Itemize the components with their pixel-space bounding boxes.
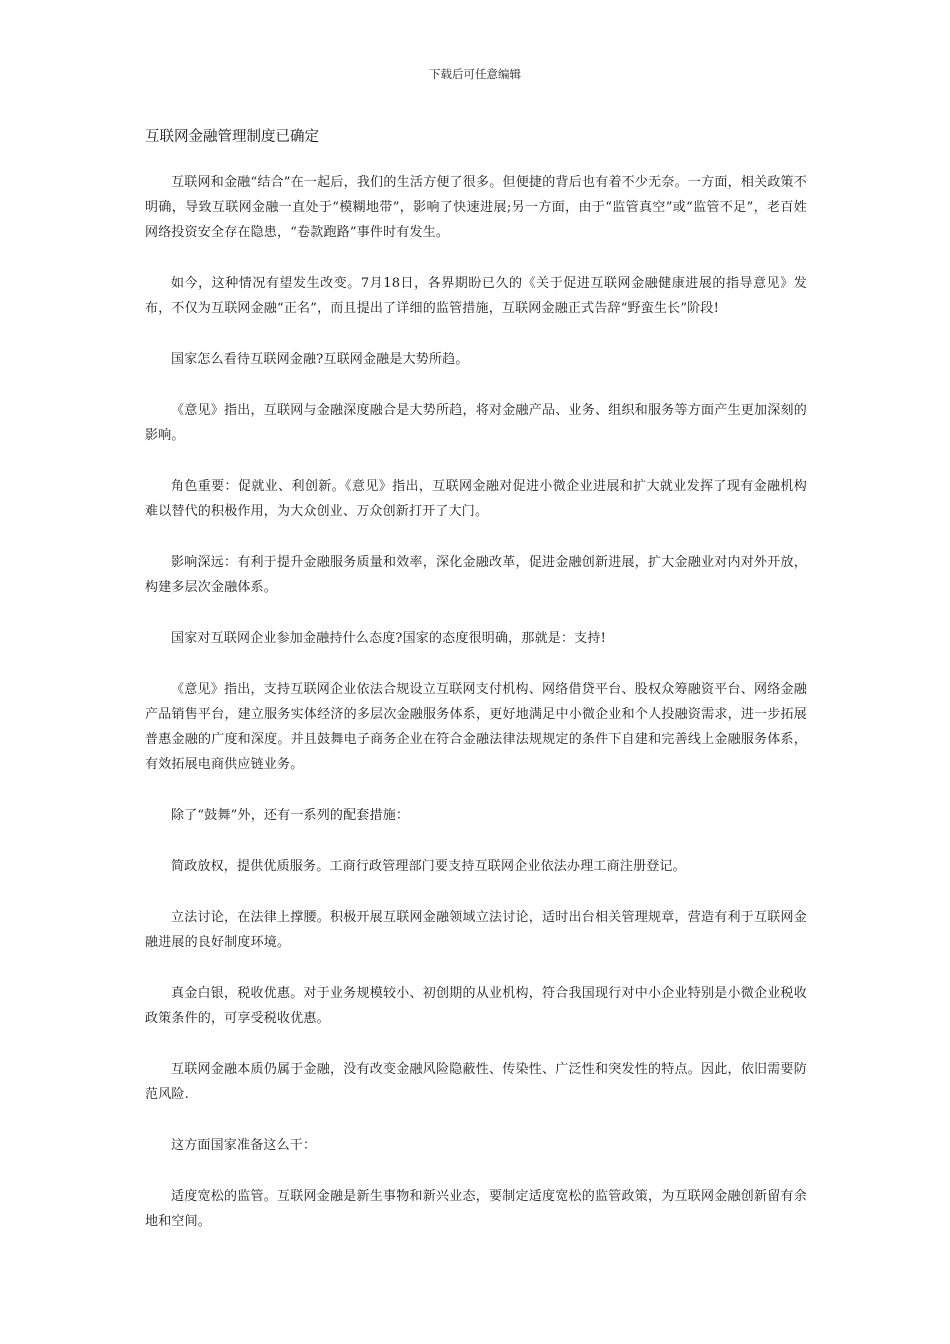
paragraph-6: 影响深远：有利于提升金融服务质量和效率，深化金融改革，促进金融创新进展，扩大金融业对内对外开放，构建多层次金融体系。: [145, 555, 807, 595]
paragraph-11: 立法讨论，在法律上撑腰。积极开展互联网金融领域立法讨论，适时出台相关管理规章，营造有利于互联网金融进展的良好制度环境。: [145, 910, 807, 950]
paragraph-14: 这方面国家准备这么干：: [171, 1138, 317, 1153]
paragraph-2: 如今，这种情况有望发生改变。7月18日，各界期盼已久的《关于促进互联网金融健康进展的指导意见》发布，不仅为互联网金融“正名”，而且提出了详细的监管措施，互联网金融正式告辞“野蛮生长”阶段!: [145, 276, 807, 316]
paragraph-9: 除了“鼓舞”外，还有一系列的配套措施：: [171, 808, 410, 823]
paragraph-4: 《意见》指出，互联网与金融深度融合是大势所趋，将对金融产品、业务、组织和服务等方面产生更加深刻的影响。: [145, 403, 807, 443]
paragraph-3: 国家怎么看待互联网金融?互联网金融是大势所趋。: [171, 352, 469, 367]
paragraph-5: 角色重要：促就业、利创新。《意见》指出，互联网金融对促进小微企业进展和扩大就业发挥了现有金融机构难以替代的积极作用，为大众创业、万众创新打开了大门。: [145, 479, 807, 519]
paragraph-12: 真金白银，税收优惠。对于业务规模较小、初创期的从业机构，符合我国现行对中小企业特别是小微企业税收政策条件的，可享受税收优惠。: [145, 986, 807, 1026]
paragraph-15: 适度宽松的监管。互联网金融是新生事物和新兴业态，要制定适度宽松的监管政策，为互联网金融创新留有余地和空间。: [145, 1189, 807, 1229]
document-body: [145, 170, 807, 1260]
paragraph-1: 互联网和金融“结合”在一起后，我们的生活方便了很多。但便捷的背后也有着不少无奈。一方面，相关政策不明确，导致互联网金融一直处于“模糊地带”，影响了快速进展;另一方面，由于“监管真空”或“监管不足”，老百姓网络投资安全存在隐患，“卷款跑路”事件时有发生。: [145, 175, 807, 240]
paragraph-10: 简政放权，提供优质服务。工商行政管理部门要支持互联网企业依法办理工商注册登记。: [171, 859, 686, 874]
paragraph-8: 《意见》指出，支持互联网企业依法合规设立互联网支付机构、网络借贷平台、股权众筹融资平台、网络金融产品销售平台，建立服务实体经济的多层次金融服务体系，更好地满足中小微企业和个人投融资需求，进一步拓展普惠金融的广度和深度。并且鼓舞电子商务企业在符合金融法律法规规定的条件下自建和完善线上金融服务体系，有效拓展电商供应链业务。: [145, 682, 807, 772]
paragraph-7: 国家对互联网企业参加金融持什么态度?国家的态度很明确，那就是：支持!: [171, 631, 606, 646]
header-note: 下载后可任意编辑: [429, 67, 521, 81]
paragraph-13: 互联网金融本质仍属于金融，没有改变金融风险隐蔽性、传染性、广泛性和突发性的特点。因此，依旧需要防范风险.: [145, 1062, 807, 1102]
document-title: 互联网金融管理制度已确定: [145, 129, 319, 145]
